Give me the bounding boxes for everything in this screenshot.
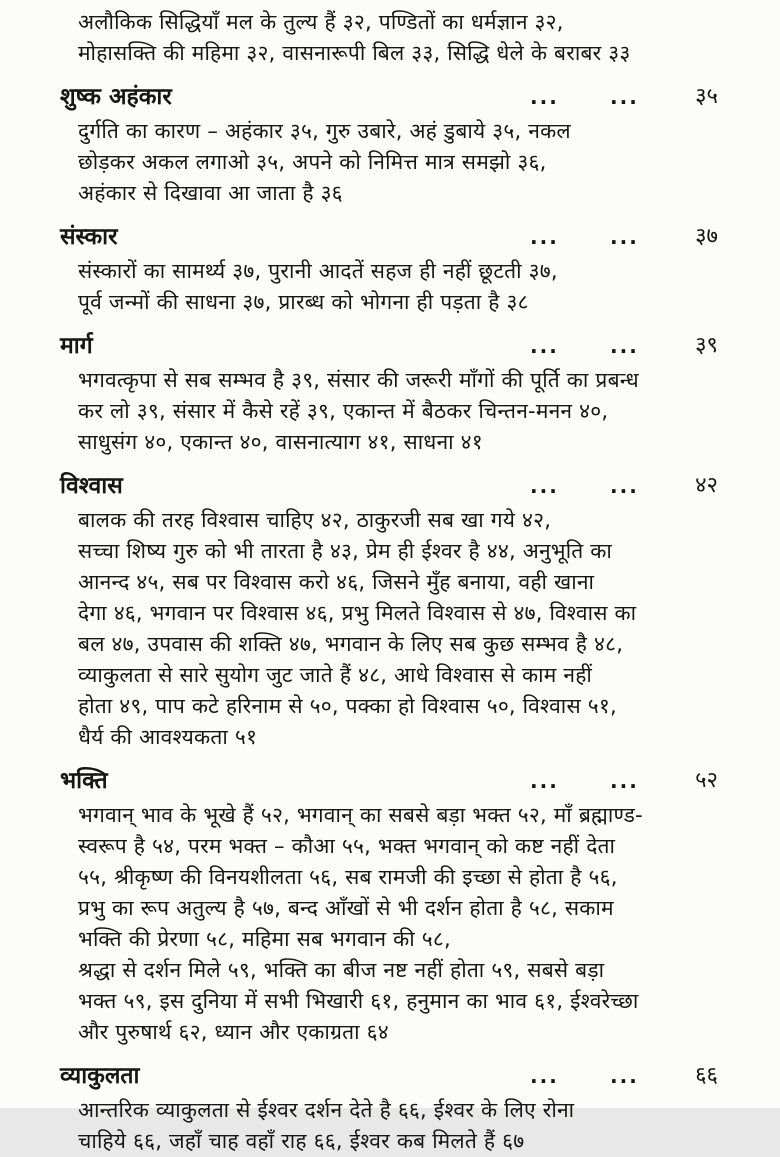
toc-line: स्वरूप है ५४, परम भक्त – कौआ ५५, भक्त भगवान् को कष्ट नहीं देता (78, 834, 616, 858)
toc-line: छोड़कर अकल लगाओ ३५, अपने को निमित्त मात्र समझो ३६, (78, 150, 547, 174)
toc-line: ५५, श्रीकृष्ण की विनयशीलता ५६, सब रामजी की इच्छा से होता है ५६, (78, 865, 618, 889)
section-page-number: ४२ (695, 473, 718, 498)
leader-dots: ... (610, 1064, 639, 1088)
section-page-number: ३५ (695, 84, 718, 109)
toc-line: दुर्गति का कारण – अहंकार ३५, गुरु उबारे, अहं डुबाये ३५, नकल (78, 119, 571, 143)
leader-dots: ... (530, 769, 559, 793)
section-title: व्याकुलता (60, 1063, 140, 1089)
section-heading-row (60, 221, 718, 253)
toc-line: व्याकुलता से सारे सुयोग जुट जाते हैं ४८, आधे विश्वास से काम नहीं (78, 663, 593, 687)
section-heading-row (60, 81, 718, 113)
toc-line: भक्त ५९, इस दुनिया में सभी भिखारी ६१, हनुमान का भाव ६१, ईश्वरेच्छा (78, 989, 639, 1013)
toc-line: श्रद्धा से दर्शन मिले ५९, भक्ति का बीज नष्ट नहीं होता ५९, सबसे बड़ा (78, 958, 605, 982)
toc-line: देगा ४६, भगवान पर विश्वास ४६, प्रभु मिलते विश्वास से ४७, विश्वास का (78, 601, 637, 625)
toc-section-vyakulta (60, 1060, 718, 1157)
section-heading-row (60, 470, 718, 502)
leader-dots: ... (610, 85, 639, 109)
toc-section-shushk-ahankar (60, 81, 718, 209)
toc-line: धैर्य की आवश्यकता ५१ (78, 725, 258, 749)
section-title: विश्वास (60, 473, 123, 499)
section-body (78, 800, 718, 1048)
toc-section-sanskar (60, 221, 718, 318)
toc-line: अलौकिक सिद्धियाँ मल के तुल्य हैं ३२, पण्डितों का धर्मज्ञान ३२, (78, 10, 564, 34)
section-page-number: ३७ (695, 224, 718, 249)
leader-dots: ... (610, 334, 639, 358)
section-heading-row (60, 1060, 718, 1092)
toc-section-bhakti (60, 765, 718, 1048)
section-heading-row (60, 330, 718, 362)
toc-line: चाहिये ६६, जहाँ चाह वहाँ राह ६६, ईश्वर कब मिलते हैं ६७ (78, 1129, 525, 1153)
toc-line: भगवत्कृपा से सब सम्भव है ३९, संसार की जरूरी माँगों की पूर्ति का प्रबन्ध (78, 368, 639, 392)
leader-dots: ... (530, 85, 559, 109)
toc-line: बल ४७, उपवास की शक्ति ४७, भगवान के लिए सब कुछ सम्भव है ४८, (78, 632, 624, 656)
section-body (78, 505, 718, 753)
toc-line: और पुरुषार्थ ६२, ध्यान और एकाग्रता ६४ (78, 1020, 389, 1044)
toc-line: कर लो ३९, संसार में कैसे रहें ३९, एकान्त में बैठकर चिन्तन-मनन ४०, (78, 399, 609, 423)
toc-line: अहंकार से दिखावा आ जाता है ३६ (78, 181, 343, 205)
section-title: भक्ति (60, 768, 108, 794)
leader-dots: ... (530, 334, 559, 358)
leader-dots: ... (610, 769, 639, 793)
toc-line: भक्ति की प्रेरणा ५८, महिमा सब भगवान की ५८, (78, 927, 451, 951)
section-page-number: ६६ (695, 1063, 718, 1088)
section-page-number: ३९ (695, 333, 718, 358)
section-body (78, 116, 718, 209)
section-body (78, 365, 718, 458)
leader-dots: ... (610, 225, 639, 249)
leader-dots: ... (610, 474, 639, 498)
toc-line: मोहासक्ति की महिमा ३२, वासनारूपी बिल ३३, सिद्धि धेले के बराबर ३३ (78, 41, 631, 65)
toc-line: आन्तरिक व्याकुलता से ईश्वर दर्शन देते है ६६, ईश्वर के लिए रोना (78, 1098, 575, 1122)
toc-section-marg (60, 330, 718, 458)
section-heading-row (60, 765, 718, 797)
section-body (78, 1095, 718, 1157)
toc-line: भगवान् भाव के भूखे हैं ५२, भगवान् का सबसे बड़ा भक्त ५२, माँ ब्रह्माण्ड- (78, 803, 643, 827)
toc-section-vishwas (60, 470, 718, 753)
section-body (78, 256, 718, 318)
section-title: शुष्क अहंकार (60, 84, 172, 110)
toc-line: संस्कारों का सामर्थ्य ३७, पुरानी आदतें सहज ही नहीं छूटती ३७, (78, 259, 558, 283)
toc-line: बालक की तरह विश्वास चाहिए ४२, ठाकुरजी सब खा गये ४२, (78, 508, 552, 532)
toc-line: पूर्व जन्मों की साधना ३७, प्रारब्ध को भोगना ही पड़ता है ३८ (78, 290, 529, 314)
toc-line: होता ४९, पाप कटे हरिनाम से ५०, पक्का हो विश्वास ५०, विश्वास ५१, (78, 694, 617, 718)
continuation-paragraph (78, 7, 718, 69)
toc-line: सच्चा शिष्य गुरु को भी तारता है ४३, प्रेम ही ईश्वर है ४४, अनुभूति का (78, 539, 613, 563)
toc-line: प्रभु का रूप अतुल्य है ५७, बन्द आँखों से भी दर्शन होता है ५८, सकाम (78, 896, 614, 920)
section-page-number: ५२ (695, 768, 718, 793)
toc-line: आनन्द ४५, सब पर विश्वास करो ४६, जिसने मुँह बनाया, वही खाना (78, 570, 595, 594)
leader-dots: ... (530, 1064, 559, 1088)
leader-dots: ... (530, 474, 559, 498)
toc-line: साधुसंग ४०, एकान्त ४०, वासनात्याग ४१, साधना ४१ (78, 430, 483, 454)
leader-dots: ... (530, 225, 559, 249)
section-title: मार्ग (60, 333, 93, 359)
section-title: संस्कार (60, 224, 118, 250)
